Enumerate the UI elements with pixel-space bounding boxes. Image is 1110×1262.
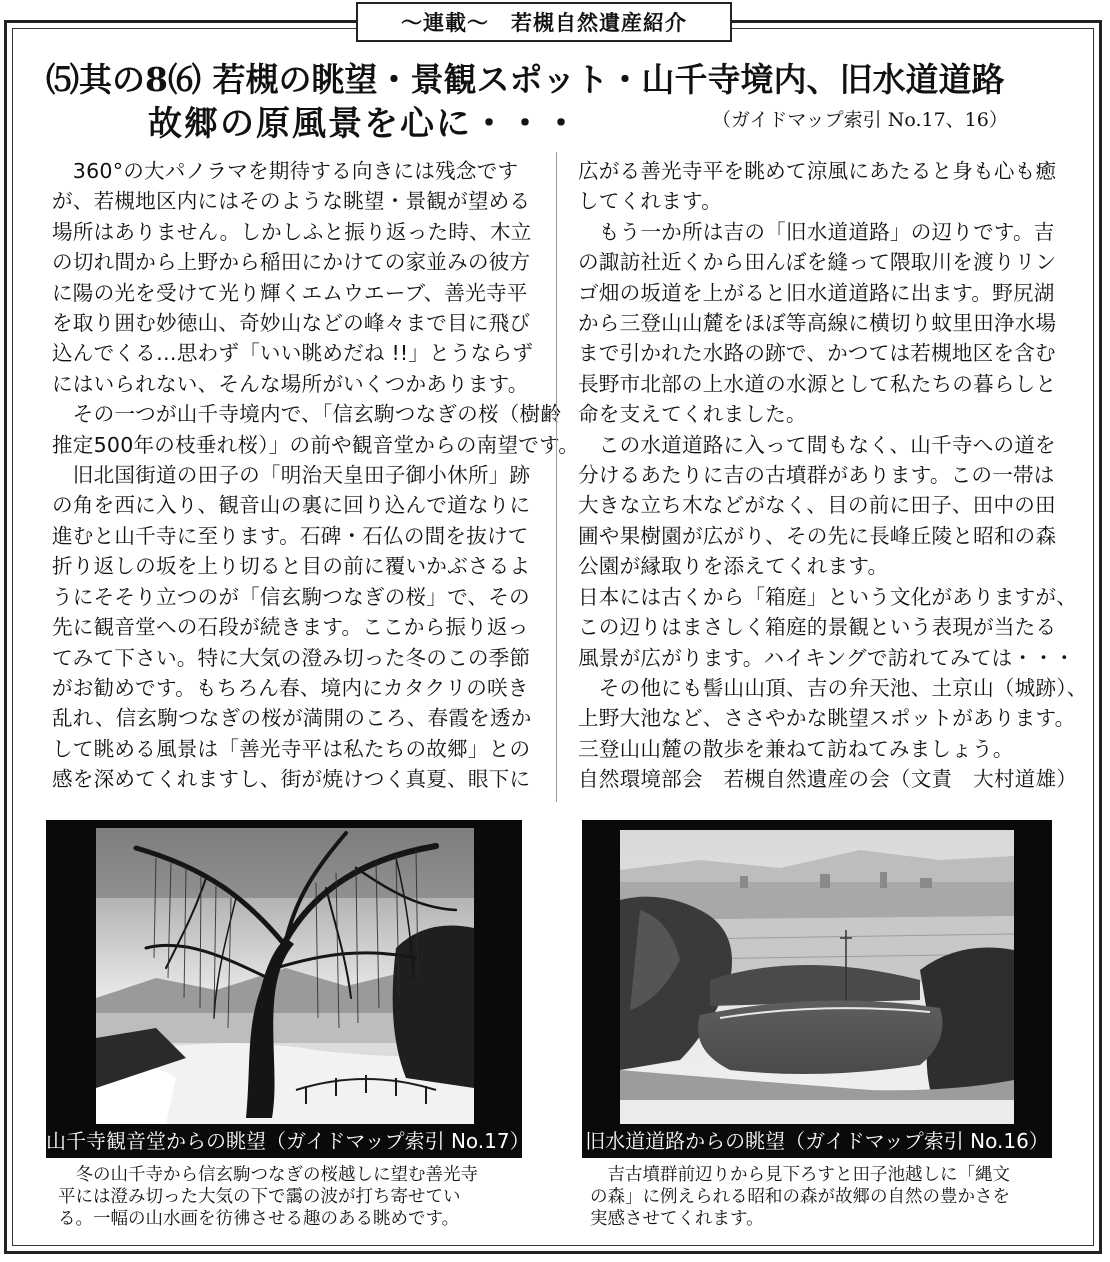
photo-description-right	[590, 1164, 1010, 1230]
body-line: 三登山山麓の散歩を兼ねて訪ねてみましょう。	[578, 736, 1014, 761]
body-column-left	[52, 156, 580, 795]
body-line: を取り囲む妙徳山、奇妙山などの峰々まで目に飛び	[52, 311, 531, 336]
body-line: 大きな立ち木などがなく、目の前に田子、田中の田	[578, 493, 1056, 518]
body-line: にはいられない、そんな場所がいくつかあります。	[52, 371, 529, 396]
photo-waterworks-road-view	[582, 820, 1052, 1158]
description-line: 吉古墳群前辺りから見下ろすと田子池越しに「縄文	[590, 1165, 1010, 1185]
body-line: 長野市北部の上水道の水源として私たちの暮らしと	[578, 371, 1057, 396]
photo-caption: 旧水道道路からの眺望（ガイドマップ索引 No.16）	[585, 1129, 1049, 1153]
body-line: うにそそり立つのが「信玄駒つなぎの桜」で、その	[52, 584, 530, 609]
photo-sanzenji-view	[46, 820, 530, 1158]
body-line: ゴ畑の坂道を上がると旧水道道路に出ます。野尻湖	[578, 280, 1055, 305]
body-line: この辺りはまさしく箱庭的景観という表現が当たる	[578, 615, 1057, 640]
series-header	[356, 2, 732, 42]
photo-description-left	[58, 1164, 478, 1230]
body-line: に陽の光を受けて光り輝くエムウエーブ、善光寺平	[52, 280, 528, 305]
description-line: 冬の山千寺から信玄駒つなぎの桜越しに望む善光寺	[58, 1165, 478, 1185]
body-column-right	[578, 156, 1088, 795]
description-line: る。一幅の山水画を彷彿させる趣のある眺めです。	[58, 1209, 460, 1229]
body-line: まで引かれた水路の跡で、かつては若槻地区を含む	[578, 341, 1056, 366]
body-line: 360°の大パノラマを期待する向きには残念です	[52, 159, 519, 183]
body-line: から三登山山麓をほぼ等高線に横切り蚊里田浄水場	[578, 311, 1057, 336]
body-line: がお勧めです。もちろん春、境内にカタクリの咲き	[52, 675, 529, 700]
body-line: 日本には古くから「箱庭」という文化がありますが、	[578, 584, 1078, 609]
body-line: 進むと山千寺に至ります。石碑・石仏の間を抜けて	[52, 523, 529, 548]
body-line: 旧北国街道の田子の「明治天皇田子御小休所」跡	[52, 463, 531, 488]
body-line: 場所はありません。しかしふと振り返った時、木立	[52, 219, 532, 244]
body-line: 公園が縁取りを添えてくれます。	[578, 554, 889, 579]
column-divider	[556, 152, 557, 802]
description-line: 実感させてくれます。	[590, 1209, 764, 1229]
photo-caption: 山千寺観音堂からの眺望（ガイドマップ索引 No.17）	[46, 1129, 530, 1153]
body-line: もう一か所は吉の「旧水道道路」の辺りです。吉	[578, 219, 1055, 244]
body-line: 込んでくる…思わず「いい眺めだね !!」とうならず	[52, 341, 534, 366]
body-line: 推定500年の枝垂れ桜）」の前や観音堂からの南望です。	[52, 432, 580, 457]
body-line: して眺める風景は「善光寺平は私たちの故郷」との	[52, 736, 531, 761]
body-line: その他にも髻山山頂、吉の弁天池、土京山（城跡）、	[578, 675, 1088, 700]
body-line: 風景が広がります。ハイキングで訪れてみては・・・	[578, 645, 1075, 670]
body-line: 分けるあたりに吉の古墳群があります。この一帯は	[578, 463, 1055, 488]
body-line: 自然環境部会 若槻自然遺産の会（文責 大村道雄）	[578, 767, 1078, 792]
body-line: 先に観音堂への石段が続きます。ここから振り返っ	[52, 615, 529, 640]
body-line: 感を深めてくれますし、街が焼けつく真夏、眼下に	[52, 767, 531, 792]
body-line: この水道道路に入って間もなく、山千寺への道を	[578, 432, 1056, 457]
body-line: 命を支えてくれました。	[578, 402, 807, 427]
body-line: 乱れ、信玄駒つなぎの桜が満開のころ、春霞を透か	[52, 706, 532, 731]
guide-map-reference: （ガイドマップ索引 No.17、16）	[712, 109, 1008, 131]
body-line: の角を西に入り、観音山の裏に回り込んで道なりに	[52, 493, 531, 518]
body-line: 広がる善光寺平を眺めて涼風にあたると身も心も癒	[578, 159, 1057, 183]
body-line: 上野大池など、ささやかな眺望スポットがあります。	[578, 706, 1076, 731]
body-line: の諏訪社近くから田んぼを縫って隈取川を渡りリン	[578, 250, 1057, 275]
article-subtitle: 故郷の原風景を心に・・・	[148, 104, 580, 144]
body-line: が、若槻地区内にはそのような眺望・景観が望める	[52, 189, 531, 214]
body-line: の切れ間から上野から稲田にかけての家並みの彼方	[52, 250, 531, 275]
description-line: 平には澄み切った大気の下で靄の波が打ち寄せてい	[58, 1187, 461, 1207]
photo-waterworks-image	[620, 830, 1014, 1124]
body-line: してくれます。	[578, 189, 722, 214]
body-line: 折り返しの坂を上り切ると目の前に覆いかぶさるよ	[52, 554, 531, 579]
body-line: 圃や果樹園が広がり、その先に長峰丘陵と昭和の森	[578, 523, 1057, 548]
photo-sanzenji-image	[96, 828, 474, 1124]
article-title: ⑸其の8⑹ 若槻の眺望・景観スポット・山千寺境内、旧水道道路	[46, 60, 1005, 99]
body-line: てみて下さい。特に大気の澄み切った冬のこの季節	[52, 645, 531, 670]
body-line: その一つが山千寺境内で、「信玄駒つなぎの桜（樹齢	[52, 402, 562, 427]
series-label: 〜連載〜 若槻自然遺産紹介	[401, 11, 687, 35]
description-line: の森」に例えられる昭和の森が故郷の自然の豊かさを	[590, 1187, 1010, 1207]
